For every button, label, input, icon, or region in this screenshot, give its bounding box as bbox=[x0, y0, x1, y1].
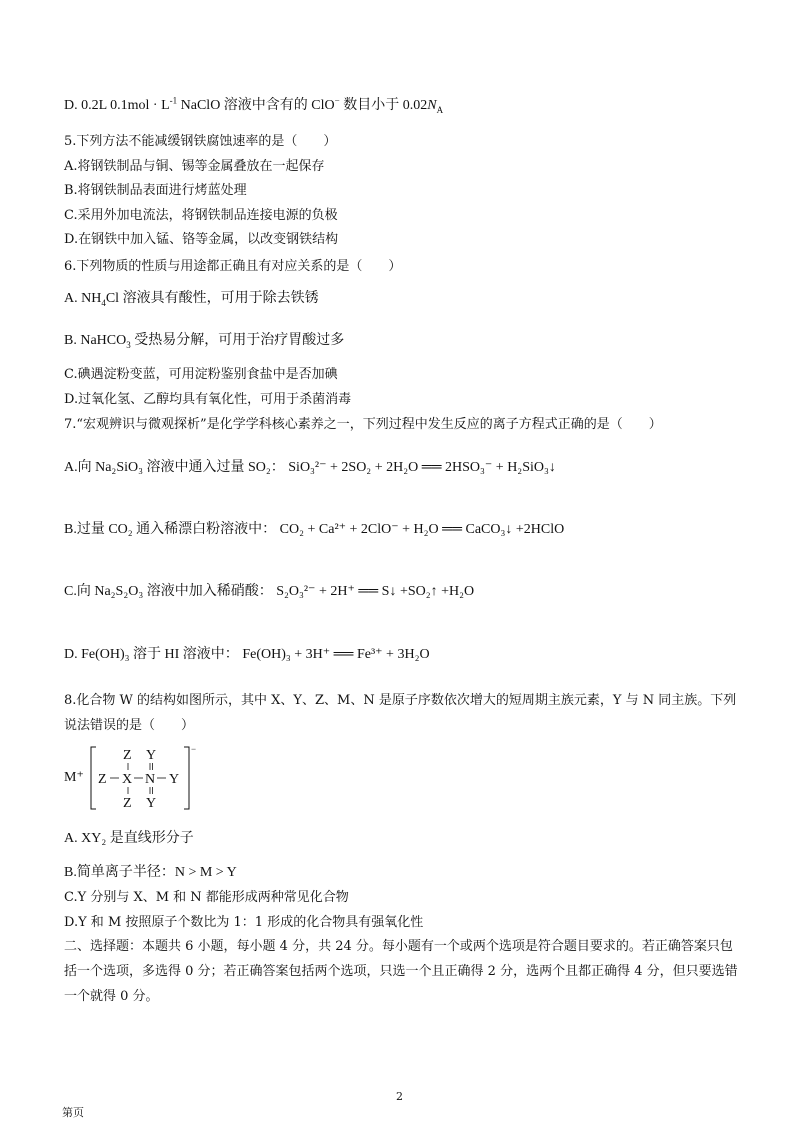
left-bracket bbox=[91, 747, 96, 809]
atom-z-mid: Z bbox=[98, 772, 107, 787]
q8-option-b: B.简单离子半径：N > M > Y bbox=[64, 865, 237, 880]
q8-stem: 8.化合物 W 的结构如图所示，其中 X、Y、Z、M、N 是原子序数依次增大的短周期主族元素，Y 与 N 同主族。下列说法错误的是（ ） bbox=[64, 693, 737, 733]
q5-option-c: C.采用外加电流法，将钢铁制品连接电源的负极 bbox=[64, 208, 338, 223]
q5-stem: 5.下列方法不能减缓钢铁腐蚀速率的是（ ） bbox=[64, 134, 337, 149]
q5-option-a: A.将钢铁制品与铜、锡等金属叠放在一起保存 bbox=[64, 159, 325, 174]
q8-option-a: A. XY₂ 是直线形分子 bbox=[64, 831, 194, 846]
anion-charge: − bbox=[191, 744, 197, 754]
q7-stem: 7.“宏观辨识与微观探析”是化学学科核心素养之一，下列过程中发生反应的离子方程式正确的是（ ） bbox=[64, 417, 662, 432]
q6-option-b: B. NaHCO$_3$ 受热易分解，可用于治疗胃酸过多 bbox=[64, 333, 345, 350]
q7-option-a: A.向 Na₂SiO₃ 溶液中通入过量 SO₂： SiO₃²⁻ + 2SO₂ + 2H₂O ══ 2HSO₃⁻ + H₂SiO₃↓ bbox=[64, 460, 556, 475]
q6-option-a: A. $NH_4Cl$ 溶液具有酸性，可用于除去铁锈 bbox=[64, 291, 319, 308]
section-2-instructions: 二、选择题：本题共 6 小题，每小题 4 分，共 24 分。每小题有一个或两个选项是符合题目要求的。若正确答案只包括一个选项，多选得 0 分；若正确答案包括两个选项，只选一个且正确得 2 分，选两个且都正确得 4 分，但只要选错一个就得 0 分。 bbox=[64, 939, 738, 1004]
q4-option-d: D. 0.2L $0.1mol \cdot L^{-1}$ NaClO 溶液中含有的 ClO− 数目小于 $0.02N_A$ bbox=[64, 95, 444, 115]
atom-y-bottom: Y bbox=[146, 796, 157, 811]
q6-option-c: C.碘遇淀粉变蓝，可用淀粉鉴别食盐中是否加碘 bbox=[64, 367, 338, 382]
cation-label: M⁺ bbox=[64, 770, 84, 785]
footer-label: 第页 bbox=[62, 1106, 84, 1119]
q7-option-b: B.过量 CO₂ 通入稀漂白粉溶液中： CO₂ + Ca²⁺ + 2ClO⁻ + H₂O ══ CaCO₃↓ +2HClO bbox=[64, 522, 565, 537]
q8-option-d: D.Y 和 M 按照原子个数比为 1：1 形成的化合物具有强氧化性 bbox=[64, 915, 424, 930]
q5-option-b: B.将钢铁制品表面进行烤蓝处理 bbox=[64, 183, 247, 198]
structure-diagram bbox=[64, 743, 214, 813]
q7-option-c: C.向 Na₂S₂O₃ 溶液中加入稀硝酸： S₂O₃²⁻ + 2H⁺ ══ S↓ +SO₂↑ +H₂O bbox=[64, 584, 475, 599]
atom-z-top: Z bbox=[123, 748, 132, 763]
right-bracket bbox=[184, 747, 189, 809]
atom-y-mid: Y bbox=[169, 772, 180, 787]
atom-x: X bbox=[122, 772, 133, 787]
q5-option-d: D.在钢铁中加入锰、铬等金属，以改变钢铁结构 bbox=[64, 232, 339, 247]
atom-z-bottom: Z bbox=[123, 796, 132, 811]
atom-y-top: Y bbox=[146, 748, 157, 763]
q7-option-d: D. Fe(OH)₃ 溶于 HI 溶液中： Fe(OH)₃ + 3H⁺ ══ Fe³⁺ + 3H₂O bbox=[64, 647, 430, 662]
atom-n: N bbox=[145, 772, 156, 787]
q6-option-d: D.过氧化氢、乙醇均具有氧化性，可用于杀菌消毒 bbox=[64, 392, 352, 407]
q8-option-c: C.Y 分别与 X、M 和 N 都能形成两种常见化合物 bbox=[64, 890, 349, 905]
q6-stem: 6.下列物质的性质与用途都正确且有对应关系的是（ ） bbox=[64, 259, 402, 274]
page-number: 2 bbox=[396, 1090, 403, 1103]
